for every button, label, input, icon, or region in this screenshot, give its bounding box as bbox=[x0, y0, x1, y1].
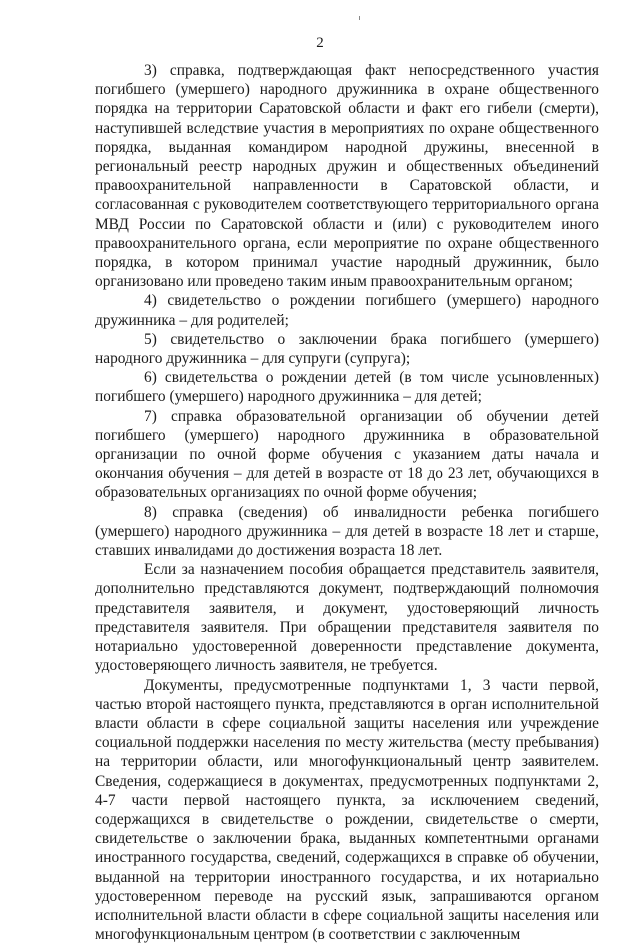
document-body bbox=[95, 61, 599, 944]
scan-mark bbox=[359, 16, 360, 20]
paragraph-item-5: 5) свидетельство о заключении брака погибшего (умершего) народного дружинника – для супруги (супруга); bbox=[95, 330, 599, 368]
paragraph-item-8: 8) справка (сведения) об инвалидности ребенка погибшего (умершего) народного дружинника – для детей в возрасте 18 лет и старше, ставших инвалидами до достижения возраста 18 лет. bbox=[95, 503, 599, 561]
paragraph-item-6: 6) свидетельства о рождении детей (в том числе усыновленных) погибшего (умершего) народного дружинника – для детей; bbox=[95, 368, 599, 406]
paragraph-representative: Если за назначением пособия обращается представитель заявителя, дополнительно представляются документ, подтверждающий полномочия представителя заявителя, и документ, удостоверяющий личность представителя заявителя. При обращении представителя заявителя по нотариально удостоверенной доверенности представление документа, удостоверяющего личность заявителя, не требуется. bbox=[95, 560, 599, 675]
paragraph-item-7: 7) справка образовательной организации об обучении детей погибшего (умершего) народного дружинника в образовательной организации по очной форме обучения с указанием даты начала и окончания обучения – для детей в возрасте от 18 до 23 лет, обучающихся в образовательных организациях по очной форме обучения; bbox=[95, 407, 599, 503]
paragraph-item-4: 4) свидетельство о рождении погибшего (умершего) народного дружинника – для родителей; bbox=[95, 291, 599, 329]
page-number: 2 bbox=[0, 35, 640, 52]
paragraph-documents: Документы, предусмотренные подпунктами 1, 3 части первой, частью второй настоящего пункта, представляются в орган исполнительной власти области в сфере социальной защиты населения или учреждение социальной поддержки населения по месту жительства (месту пребывания) на территории области, или многофункциональный центр заявителем. Сведения, содержащиеся в документах, предусмотренных подпунктами 2, 4-7 части первой настоящего пункта, за исключением сведений, содержащихся в свидетельстве о рождении, свидетельстве о смерти, свидетельстве о заключении брака, выданных компетентными органами иностранного государства, сведений, содержащихся в справке об обучении, выданной на территории иностранного государства, и их нотариально удостоверенном переводе на русский язык, запрашиваются органом исполнительной власти области в сфере социальной защиты населения или многофункциональным центром (в соответствии с заключенным bbox=[95, 676, 599, 944]
paragraph-item-3: 3) справка, подтверждающая факт непосредственного участия погибшего (умершего) народного дружинника в охране общественного порядка на территории Саратовской области и факт его гибели (смерти), наступившей вследствие участия в мероприятиях по охране общественного порядка, выданная командиром народной дружины, внесенной в региональный реестр народных дружин и общественных объединений правоохранительной направленности в Саратовской области, и согласованная с руководителем соответствующего территориального органа МВД России по Саратовской области и (или) с руководителем иного правоохранительного органа, если мероприятие по охране общественного порядка, в котором принимал участие народный дружинник, было организовано или проведено таким иным правоохранительным органом; bbox=[95, 61, 599, 291]
